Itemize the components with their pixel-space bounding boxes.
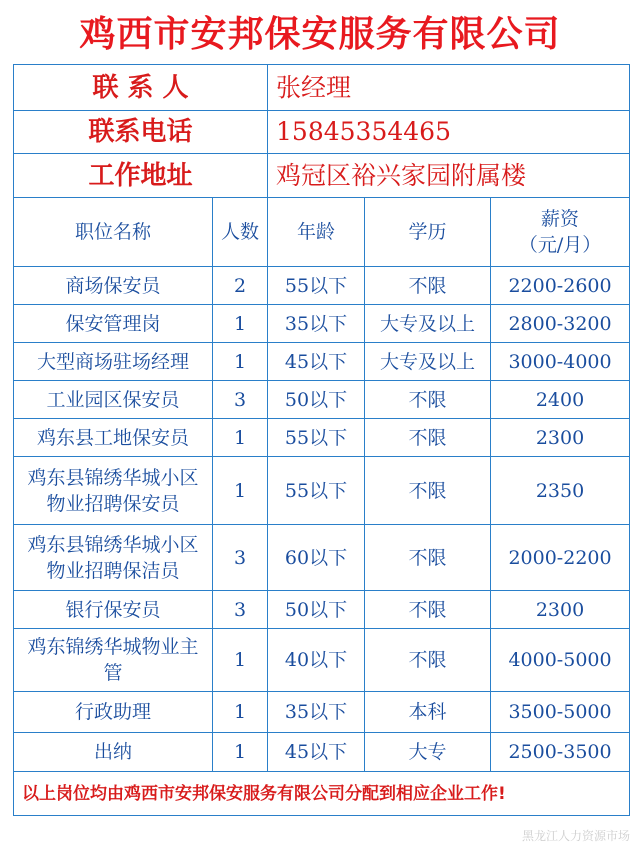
job-table	[13, 64, 630, 816]
cell-age: 35以下	[268, 305, 365, 343]
cell-education: 大专	[365, 733, 491, 772]
table-row	[14, 305, 630, 343]
header-salary-line2: （元/月）	[518, 234, 602, 256]
cell-age: 35以下	[268, 692, 365, 733]
cell-age: 45以下	[268, 733, 365, 772]
cell-count: 3	[213, 591, 268, 629]
cell-position: 鸡东县工地保安员	[14, 419, 213, 457]
cell-position: 银行保安员	[14, 591, 213, 629]
cell-count: 1	[213, 305, 268, 343]
cell-salary: 2800-3200	[491, 305, 630, 343]
cell-count: 1	[213, 733, 268, 772]
cell-education: 不限	[365, 267, 491, 305]
cell-age: 60以下	[268, 525, 365, 591]
table-row	[14, 381, 630, 419]
table-row	[14, 692, 630, 733]
cell-salary: 2400	[491, 381, 630, 419]
cell-position: 出纳	[14, 733, 213, 772]
cell-position: 工业园区保安员	[14, 381, 213, 419]
cell-count: 3	[213, 525, 268, 591]
header-salary	[491, 198, 630, 267]
cell-salary: 2350	[491, 457, 630, 525]
table-row	[14, 343, 630, 381]
table-row	[14, 629, 630, 692]
cell-salary: 2300	[491, 419, 630, 457]
table-row	[14, 733, 630, 772]
table-row	[14, 591, 630, 629]
table-header-row	[14, 198, 630, 267]
cell-age: 45以下	[268, 343, 365, 381]
cell-salary: 2000-2200	[491, 525, 630, 591]
header-education: 学历	[365, 198, 491, 267]
cell-age: 55以下	[268, 419, 365, 457]
cell-salary: 2300	[491, 591, 630, 629]
cell-education: 不限	[365, 525, 491, 591]
cell-education: 不限	[365, 381, 491, 419]
cell-count: 3	[213, 381, 268, 419]
cell-age: 50以下	[268, 381, 365, 419]
address-row	[14, 154, 630, 198]
cell-position: 商场保安员	[14, 267, 213, 305]
cell-position: 鸡东锦绣华城物业主管	[14, 629, 213, 692]
cell-age: 55以下	[268, 267, 365, 305]
cell-education: 大专及以上	[365, 305, 491, 343]
cell-salary: 3500-5000	[491, 692, 630, 733]
cell-salary: 2500-3500	[491, 733, 630, 772]
cell-count: 2	[213, 267, 268, 305]
table-row	[14, 267, 630, 305]
watermark: 黑龙江人力资源市场	[521, 829, 630, 843]
cell-age: 50以下	[268, 591, 365, 629]
cell-salary: 3000-4000	[491, 343, 630, 381]
page-title: 鸡西市安邦保安服务有限公司	[79, 13, 561, 55]
cell-education: 不限	[365, 419, 491, 457]
header-position: 职位名称	[14, 198, 213, 267]
cell-count: 1	[213, 692, 268, 733]
table-row	[14, 457, 630, 525]
cell-education: 不限	[365, 457, 491, 525]
cell-salary: 4000-5000	[491, 629, 630, 692]
address-value: 鸡冠区裕兴家园附属楼	[268, 154, 630, 198]
cell-salary: 2200-2600	[491, 267, 630, 305]
address-label: 工作地址	[14, 154, 268, 198]
cell-count: 1	[213, 457, 268, 525]
header-salary-line1: 薪资	[541, 208, 580, 230]
contact-label: 联 系 人	[14, 65, 268, 111]
contact-value: 张经理	[268, 65, 630, 111]
table-row	[14, 419, 630, 457]
phone-value[interactable]: 15845354465	[268, 111, 630, 154]
cell-position: 鸡东县锦绣华城小区物业招聘保安员	[14, 457, 213, 525]
cell-position: 大型商场驻场经理	[14, 343, 213, 381]
header-age: 年龄	[268, 198, 365, 267]
header-count: 人数	[213, 198, 268, 267]
cell-education: 本科	[365, 692, 491, 733]
cell-education: 不限	[365, 629, 491, 692]
contact-row	[14, 65, 630, 111]
phone-label: 联系电话	[14, 111, 268, 154]
cell-position: 保安管理岗	[14, 305, 213, 343]
cell-position: 鸡东县锦绣华城小区物业招聘保洁员	[14, 525, 213, 591]
table-row	[14, 525, 630, 591]
cell-count: 1	[213, 629, 268, 692]
cell-education: 大专及以上	[365, 343, 491, 381]
cell-age: 40以下	[268, 629, 365, 692]
cell-count: 1	[213, 419, 268, 457]
cell-education: 不限	[365, 591, 491, 629]
cell-position: 行政助理	[14, 692, 213, 733]
footer-row	[14, 772, 630, 816]
cell-count: 1	[213, 343, 268, 381]
phone-row	[14, 111, 630, 154]
footer-note: 以上岗位均由鸡西市安邦保安服务有限公司分配到相应企业工作!	[14, 772, 630, 816]
cell-age: 55以下	[268, 457, 365, 525]
